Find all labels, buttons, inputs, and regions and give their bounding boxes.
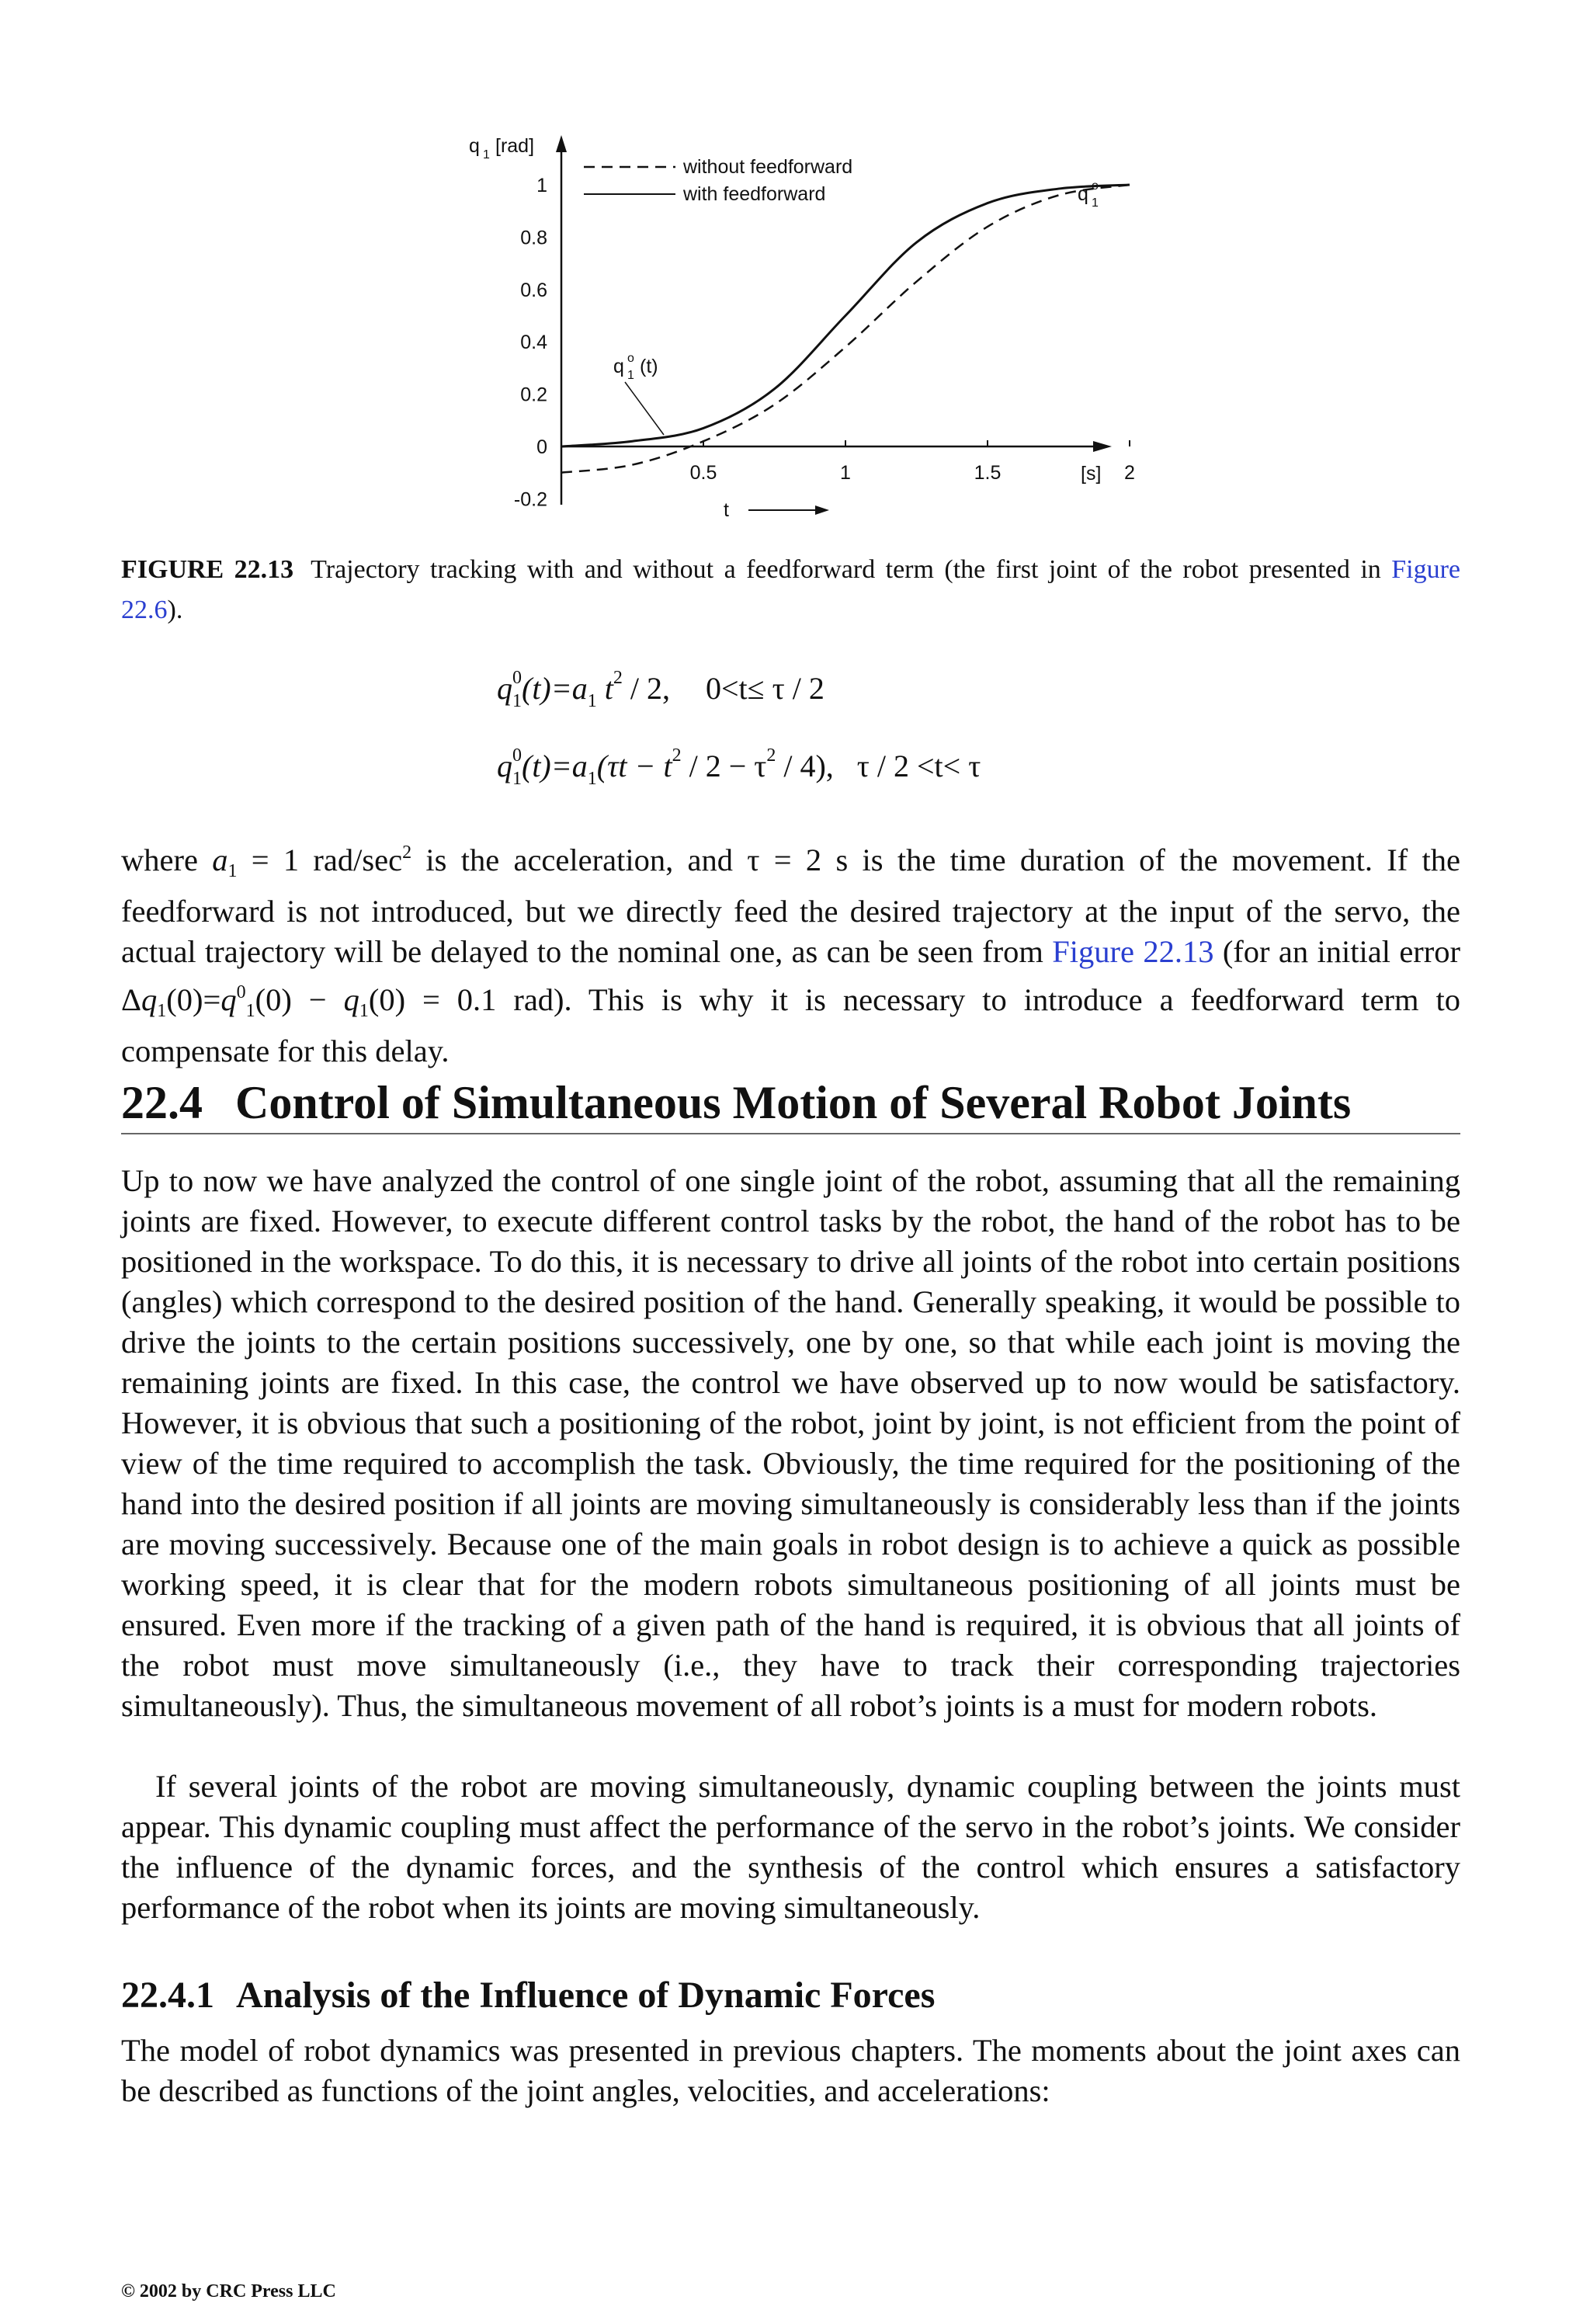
curve-label-arg: (t)	[640, 356, 658, 377]
eq2-q-sub: 1	[512, 769, 522, 789]
paragraph-where: where a1 = 1 rad/$\sec^2$ is the acceleration, and τ = 2 s is the time duration of the movement. If the feedforward is not introduced, but we directly feed the desired trajectory at the input of the servo, the actual trajectory will be delayed to the nominal one, as can be seen from Figure 22.13 (for an initial error $\Delta q1(0)=q^01(0) - q1(0) = 0.1$ rad). This is why it is necessary to introduce a feedforward term to compensate for this delay.	[121, 842, 1461, 1068]
end-label-sub: 1	[1092, 196, 1099, 210]
end-label: q	[1078, 183, 1088, 205]
y-tick-label-0: 1	[536, 175, 547, 196]
eq1-rhs-div: / 2,	[630, 671, 670, 706]
subsection-number: 22.4.1	[121, 1975, 214, 2016]
paragraph-dynamic-coupling: If several joints of the robot are moving simultaneously, dynamic coupling between the joints must appear. This dynamic coupling must affect the performance of the servo in the robot’s joints. We consider the influence of the dynamic forces, and the synthesis of the control which ensures a satisfactory performance of the robot when its joints are moving simultaneously.	[121, 1769, 1460, 1925]
trajectory-chart	[450, 124, 1149, 528]
t-arrow-head	[815, 505, 829, 515]
equation-2	[497, 745, 981, 790]
eq1-q-sub: 1	[512, 691, 522, 711]
end-label-sup: o	[1092, 179, 1099, 193]
equation-1	[497, 668, 825, 712]
eq1-q-sup: 0	[512, 668, 522, 688]
y-axis-unit: [rad]	[495, 135, 535, 157]
x-tick-label-2: 1.5	[974, 462, 1002, 484]
legend-solid-label: with feedforward	[683, 183, 826, 205]
copyright-footer: © 2002 by CRC Press LLC	[121, 2281, 336, 2301]
eq1-condition: 0<t≤ τ / 2	[706, 671, 825, 706]
eq2-lhs: (t)=a	[522, 749, 588, 783]
section-heading	[121, 1075, 1460, 1134]
eq2-a-sub: 1	[587, 769, 597, 789]
x-tick-label-3: 2	[1124, 462, 1135, 484]
subsection-title: Analysis of the Influence of Dynamic Forces	[236, 1975, 936, 2016]
eq1-q: q	[497, 671, 512, 706]
figure-22-13-link[interactable]: Figure 22.13	[1052, 934, 1214, 969]
eq2-condition: τ / 2 <t< τ	[856, 749, 981, 783]
t-label: t	[724, 499, 729, 521]
figure-caption-end: ).	[167, 596, 183, 624]
eq1-rhs-t: t	[604, 671, 613, 706]
legend-dashed-label: without feedforward	[683, 156, 853, 178]
y-tick-label-2: 0.6	[520, 279, 547, 301]
y-tick-label-1: 0.8	[520, 227, 547, 249]
x-tick-label-1: 1	[840, 462, 851, 484]
paragraph-robot-dynamics: The model of robot dynamics was presented in previous chapters. The moments about the joint axes can be described as functions of the joint angles, velocities, and accelerations:	[121, 2033, 1460, 2108]
y-axis-label-sub: 1	[483, 148, 490, 162]
series-line-without-feedforward	[561, 185, 1130, 473]
x-tick-label-0: 0.5	[689, 462, 717, 484]
paragraph-simultaneous-motion: Up to now we have analyzed the control of one single joint of the robot, assuming that all the remaining joints are fixed. However, to execute different control tasks by the robot, the hand of the robot has to be positioned in the workspace. To do this, it is necessary to drive all joints of the robot into certain positions (angles) which correspond to the desired position of the hand. Generally speaking, it would be possible to drive the joints to the certain positions successively, one by one, so that while each joint is moving the remaining joints are fixed. In this case, the control we have observed up to now would be satisfactory. However, it is obvious that such a positioning of the robot, joint by joint, is not efficient from the point of view of the time required to accomplish the task. Obviously, the time required for the positioning of the hand into the desired position if all joints are moving simultaneously is considerably less than if the joints are moving successively. Because one of the main goals in robot design is to achieve a quick as possible working speed, it is clear that for the modern robots simultaneous positioning of all joints must be ensured. Even more if the tracking of a given path of the hand is required, it is obvious that all joints of the robot must move simultaneously (i.e., they have to track their corresponding trajectories simultaneously). Thus, the simultaneous movement of all robot’s joints is a must for modern robots.	[121, 1163, 1460, 1723]
curve-label-sub: 1	[627, 369, 634, 382]
eq2-q: q	[497, 749, 512, 783]
figure-caption	[121, 550, 1460, 631]
section-number: 22.4	[121, 1077, 203, 1128]
x-axis-arrow	[1093, 441, 1112, 452]
figure-caption-label: FIGURE 22.13	[121, 555, 294, 584]
y-tick-label-5: 0	[536, 436, 547, 458]
y-tick-label-4: 0.2	[520, 384, 547, 406]
subsection-heading	[121, 1972, 935, 2019]
section-title: Control of Simultaneous Motion of Several Robot Joints	[235, 1077, 1352, 1128]
figure-22-6-link[interactable]: Figure 22.6	[121, 555, 1460, 624]
eq1-a-sub: 1	[587, 691, 597, 711]
eq2-sup-a: 2	[672, 745, 682, 766]
curve-label: q	[613, 356, 624, 377]
eq2-rhs-b: / 2 − τ	[689, 749, 767, 783]
y-tick-label-6: -0.2	[513, 488, 547, 511]
eq2-q-sup: 0	[512, 745, 522, 766]
y-axis-arrow	[556, 135, 567, 152]
eq1-lhs: (t)=a	[522, 671, 588, 706]
y-tick-label-3: 0.4	[520, 332, 547, 354]
figure-22-13	[450, 124, 1149, 528]
eq2-rhs-a: (τt − t	[596, 749, 672, 783]
figure-caption-text: Trajectory tracking with and without a feedforward term (the first joint of the robot presented in	[311, 555, 1392, 584]
y-axis-label: q	[469, 135, 480, 157]
curve-label-sup: o	[627, 352, 634, 365]
curve-label-leader	[625, 382, 664, 435]
eq1-t-sup: 2	[613, 668, 623, 688]
x-unit-label: [s]	[1081, 463, 1102, 485]
series-line-with-feedforward	[561, 185, 1130, 446]
eq2-sup-b: 2	[766, 745, 776, 766]
eq2-rhs-c: / 4),	[783, 749, 834, 783]
